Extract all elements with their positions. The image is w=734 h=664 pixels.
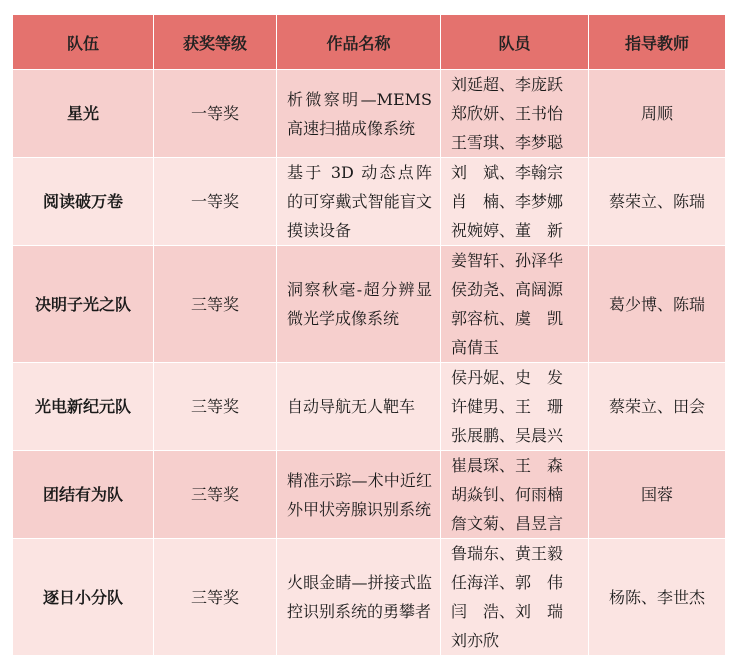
team-name: 团结有为队 xyxy=(13,451,154,539)
table-row xyxy=(13,246,726,363)
member-line: 王雪琪、李梦聪 xyxy=(451,133,564,152)
teacher-name: 蔡荣立、陈瑞 xyxy=(589,158,726,246)
member-line: 高倩玉 xyxy=(451,338,500,357)
member-line: 郭容杭、虞 凯 xyxy=(451,309,564,328)
award-level: 一等奖 xyxy=(154,158,277,246)
member-line: 任海洋、郭 伟 xyxy=(451,573,564,592)
table-row xyxy=(13,539,726,656)
header-members: 队员 xyxy=(441,15,589,70)
member-line: 肖 楠、李梦娜 xyxy=(451,192,564,211)
teacher-name: 国蓉 xyxy=(589,451,726,539)
award-level: 三等奖 xyxy=(154,246,277,363)
team-name: 光电新纪元队 xyxy=(13,363,154,451)
table-row xyxy=(13,451,726,539)
team-name: 逐日小分队 xyxy=(13,539,154,656)
award-level: 三等奖 xyxy=(154,539,277,656)
members-cell xyxy=(441,70,589,158)
work-title: 基于 3D 动态点阵的可穿戴式智能盲文摸读设备 xyxy=(277,158,441,246)
header-row xyxy=(13,15,726,70)
teacher-name: 杨陈、李世杰 xyxy=(589,539,726,656)
members-cell xyxy=(441,539,589,656)
members-cell xyxy=(441,451,589,539)
team-name: 决明子光之队 xyxy=(13,246,154,363)
team-name: 星光 xyxy=(13,70,154,158)
header-team: 队伍 xyxy=(13,15,154,70)
member-line: 闫 浩、刘 瑞 xyxy=(451,602,564,621)
member-line: 胡焱钊、何雨楠 xyxy=(451,485,564,504)
teacher-name: 葛少博、陈瑞 xyxy=(589,246,726,363)
member-line: 刘 斌、李翰宗 xyxy=(451,163,564,182)
member-line: 崔晨琛、王 森 xyxy=(451,456,564,475)
award-table-container xyxy=(12,14,725,656)
award-level: 三等奖 xyxy=(154,451,277,539)
member-line: 刘亦欣 xyxy=(451,631,500,650)
members-cell xyxy=(441,158,589,246)
work-title: 析微察明—MEMS高速扫描成像系统 xyxy=(277,70,441,158)
table-row xyxy=(13,158,726,246)
header-award: 获奖等级 xyxy=(154,15,277,70)
member-line: 鲁瑞东、黄王毅 xyxy=(451,544,564,563)
member-line: 刘延超、李庞跃 xyxy=(451,75,564,94)
member-line: 许健男、王 珊 xyxy=(451,397,564,416)
member-line: 侯丹妮、史 发 xyxy=(451,368,564,387)
award-level: 一等奖 xyxy=(154,70,277,158)
header-teacher: 指导教师 xyxy=(589,15,726,70)
work-title: 洞察秋毫-超分辨显微光学成像系统 xyxy=(277,246,441,363)
table-row xyxy=(13,363,726,451)
member-line: 祝婉婷、董 新 xyxy=(451,221,564,240)
member-line: 张展鹏、吴晨兴 xyxy=(451,426,564,445)
members-cell xyxy=(441,363,589,451)
award-level: 三等奖 xyxy=(154,363,277,451)
member-line: 侯劲尧、高阔源 xyxy=(451,280,564,299)
work-title: 火眼金睛—拼接式监控识别系统的勇攀者 xyxy=(277,539,441,656)
work-title: 自动导航无人靶车 xyxy=(277,363,441,451)
work-title: 精准示踪—术中近红外甲状旁腺识别系统 xyxy=(277,451,441,539)
header-work: 作品名称 xyxy=(277,15,441,70)
team-name: 阅读破万卷 xyxy=(13,158,154,246)
member-line: 郑欣妍、王书怡 xyxy=(451,104,564,123)
award-table xyxy=(12,14,726,656)
members-cell xyxy=(441,246,589,363)
member-line: 姜智轩、孙泽华 xyxy=(451,251,564,270)
member-line: 詹文菊、昌昱言 xyxy=(451,514,564,533)
teacher-name: 蔡荣立、田会 xyxy=(589,363,726,451)
table-row xyxy=(13,70,726,158)
teacher-name: 周顺 xyxy=(589,70,726,158)
